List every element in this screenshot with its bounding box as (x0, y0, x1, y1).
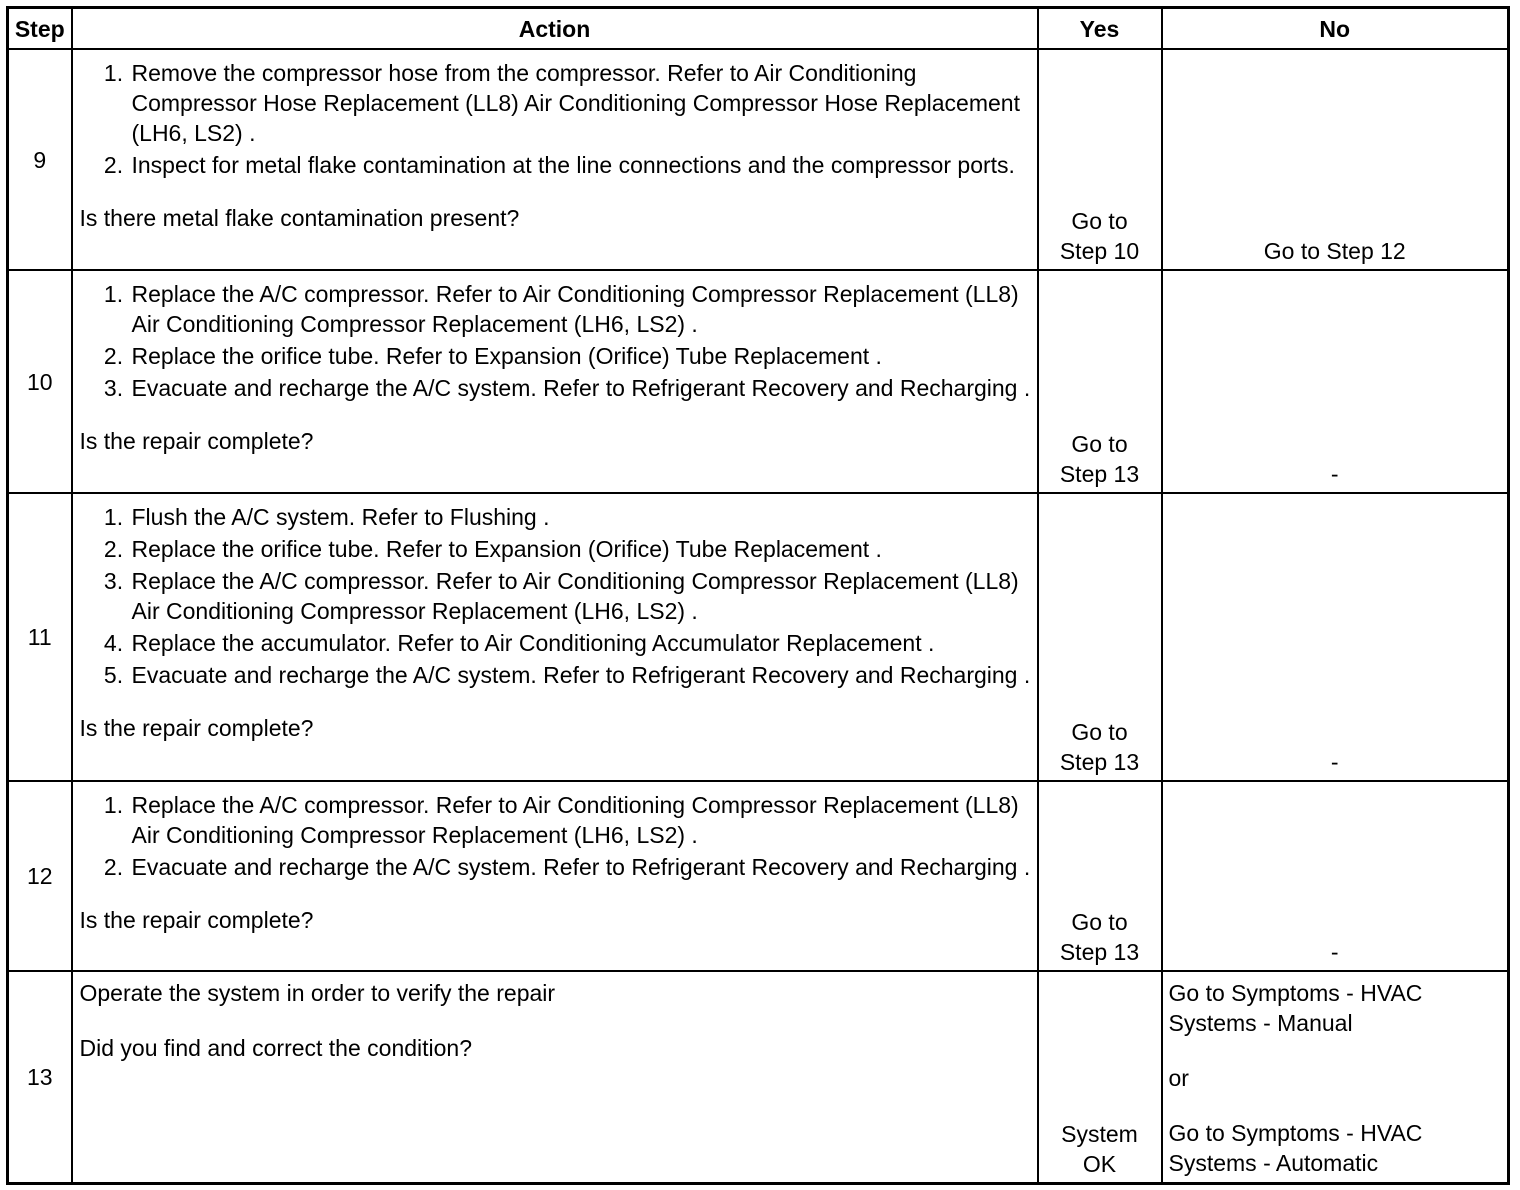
yes-line: Go to (1071, 208, 1128, 234)
action-list (80, 279, 1031, 403)
yes-line: Step 10 (1059, 238, 1140, 264)
yes-line: Step 13 (1059, 939, 1140, 965)
diagnostic-table (6, 6, 1510, 1185)
list-item: 1. Replace the A/C compressor. Refer to Air Conditioning Compressor Replacement (LL8) Air Conditioning Compressor Replacement (LH6, LS2) . (130, 279, 1031, 339)
yes-line: Step 13 (1059, 461, 1140, 487)
step-number: 10 (8, 270, 72, 493)
question-text: Did you find and correct the condition? (79, 1035, 473, 1061)
action-cell (72, 49, 1038, 270)
action-cell (72, 493, 1038, 781)
list-item: 1. Replace the A/C compressor. Refer to Air Conditioning Compressor Replacement (LL8) Air Conditioning Compressor Replacement (LH6, LS2) . (130, 790, 1031, 850)
yes-line: Step 13 (1059, 749, 1140, 775)
action-list (80, 502, 1031, 690)
yes-cell (1038, 270, 1162, 493)
yes-line: OK (1082, 1150, 1117, 1177)
list-item: 3. Replace the A/C compressor. Refer to Air Conditioning Compressor Replacement (LL8) Air Conditioning Compressor Replacement (LH6, LS2) . (130, 566, 1031, 626)
action-cell (72, 270, 1038, 493)
header-no: No (1162, 8, 1509, 50)
step-number: 9 (8, 49, 72, 270)
step-number: 11 (8, 493, 72, 781)
no-cell: - (1162, 270, 1509, 493)
list-item: 1. Remove the compressor hose from the compressor. Refer to Air Conditioning Compressor Hose Replacement (LL8) Air Conditioning Compressor Hose Replacement (LH6, LS2) . (130, 58, 1031, 148)
list-item: 2. Replace the orifice tube. Refer to Expansion (Orifice) Tube Replacement . (130, 341, 1031, 371)
no-cell: - (1162, 493, 1509, 781)
question-text: Is the repair complete? (79, 715, 314, 741)
header-action: Action (72, 8, 1038, 50)
no-cell (1162, 971, 1509, 1183)
list-item: 2. Evacuate and recharge the A/C system. Refer to Refrigerant Recovery and Recharging . (130, 852, 1031, 882)
table-row (8, 971, 1509, 1183)
action-cell (72, 781, 1038, 971)
question-text: Is the repair complete? (79, 428, 314, 454)
action-list (80, 58, 1031, 180)
no-option-manual: Go to Symptoms - HVAC Systems - Manual (1168, 980, 1423, 1036)
action-list (80, 790, 1031, 882)
list-item: 3. Evacuate and recharge the A/C system. Refer to Refrigerant Recovery and Recharging . (130, 373, 1031, 403)
list-item: 1. Flush the A/C system. Refer to Flushing . (130, 502, 1031, 532)
action-text: Operate the system in order to verify the repair (79, 980, 556, 1006)
yes-line: Go to (1071, 431, 1128, 457)
list-item: 4. Replace the accumulator. Refer to Air Conditioning Accumulator Replacement . (130, 628, 1031, 658)
yes-cell (1038, 971, 1162, 1183)
no-cell: - (1162, 781, 1509, 971)
step-number: 12 (8, 781, 72, 971)
step-number: 13 (8, 971, 72, 1183)
list-item: 2. Replace the orifice tube. Refer to Expansion (Orifice) Tube Replacement . (130, 534, 1031, 564)
yes-cell (1038, 493, 1162, 781)
header-row (8, 8, 1509, 50)
yes-line: Go to (1071, 719, 1128, 745)
yes-cell (1038, 781, 1162, 971)
header-yes: Yes (1038, 8, 1162, 50)
table-row (8, 493, 1509, 781)
yes-line: System (1061, 1120, 1138, 1147)
yes-cell (1038, 49, 1162, 270)
no-cell: Go to Step 12 (1162, 49, 1509, 270)
table-row (8, 270, 1509, 493)
list-item: 5. Evacuate and recharge the A/C system. Refer to Refrigerant Recovery and Recharging . (130, 660, 1031, 690)
header-step: Step (8, 8, 72, 50)
yes-line: Go to (1071, 909, 1128, 935)
action-cell (72, 971, 1038, 1183)
table-row (8, 49, 1509, 270)
question-text: Is the repair complete? (79, 907, 314, 933)
table-row (8, 781, 1509, 971)
no-option-automatic: Go to Symptoms - HVAC Systems - Automatic (1168, 1120, 1423, 1176)
list-item: 2. Inspect for metal flake contamination at the line connections and the compressor ports. (130, 150, 1031, 180)
question-text: Is there metal flake contamination present? (79, 205, 520, 231)
no-or-text: or (1168, 1065, 1189, 1091)
